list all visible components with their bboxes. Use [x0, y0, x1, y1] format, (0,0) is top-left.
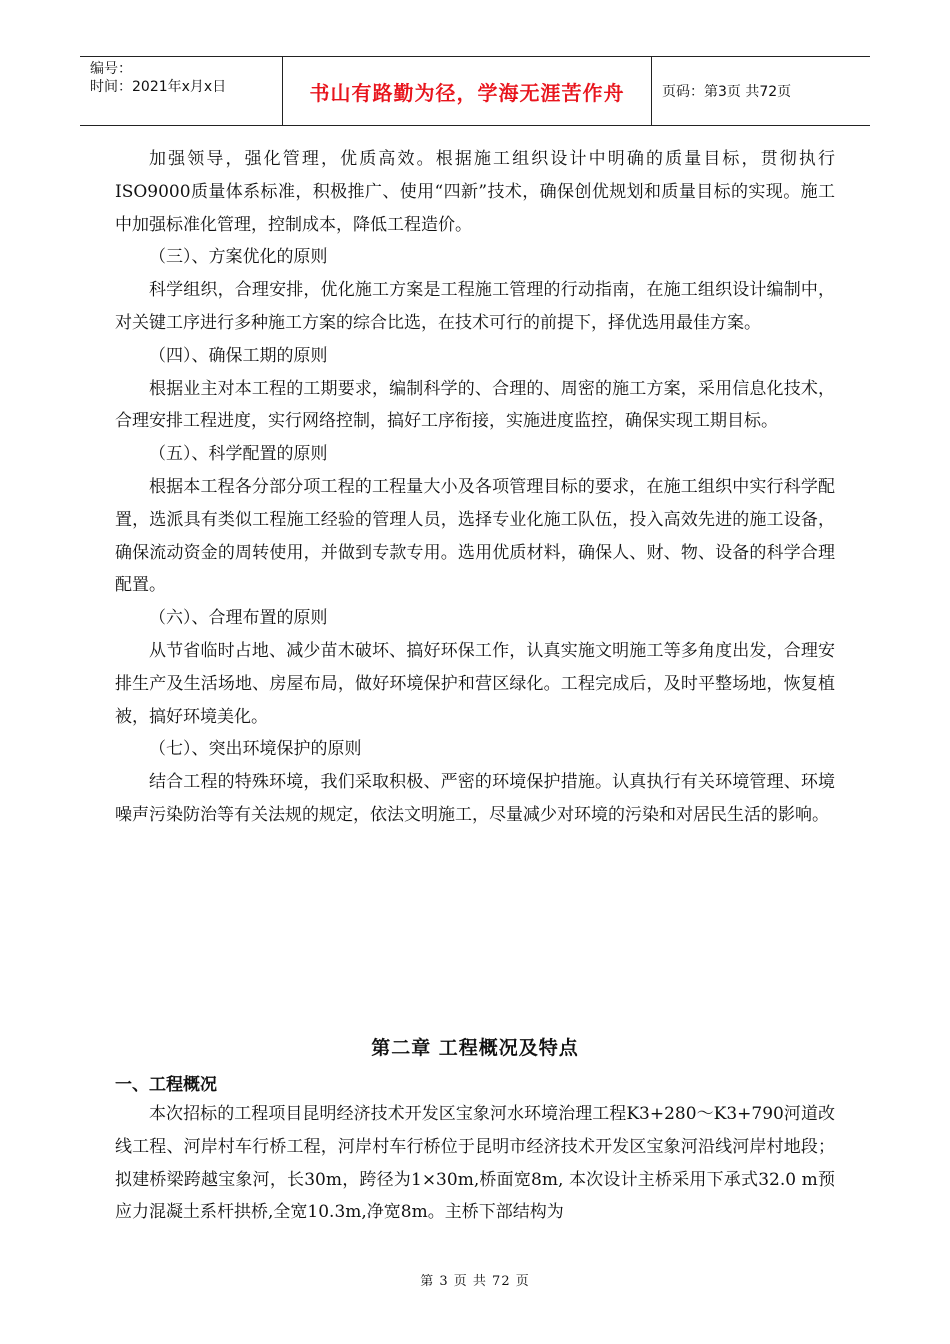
body-text [115, 143, 835, 832]
subsection-heading: （三）、方案优化的原则 [149, 247, 328, 268]
header-motto: 书山有路勤为径，学海无涯苦作舟 [282, 57, 652, 125]
subsection-heading: （四）、确保工期的原则 [149, 345, 328, 366]
body-paragraph: 从节省临时占地、减少苗木破坏、搞好环保工作，认真实施文明施工等多角度出发，合理安排生产及生活场地、房屋布局，做好环境保护和营区绿化。工程完成后，及时平整场地，恢复植被，搞好环境美化。 [115, 640, 835, 727]
overview-section [115, 1098, 835, 1229]
body-paragraph: 根据本工程各分部分项工程的工程量大小及各项管理目标的要求，在施工组织中实行科学配置，选派具有类似工程施工经验的管理人员，选择专业化施工队伍，投入高效先进的施工设备，确保流动资金的周转使用，并做到专款专用。选用优质材料，确保人、财、物、设备的科学合理配置。 [115, 476, 835, 596]
body-paragraph: 科学组织，合理安排，优化施工方案是工程施工管理的行动指南，在施工组织设计编制中，对关键工序进行多种施工方案的综合比选，在技术可行的前提下，择优选用最佳方案。 [115, 280, 835, 333]
subsection-heading: （七）、突出环境保护的原则 [149, 739, 362, 760]
overview-paragraph: 本次招标的工程项目昆明经济技术开发区宝象河水环境治理工程K3+280～K3+790河道改线工程、河岸村车行桥工程，河岸村车行桥位于昆明市经济技术开发区宝象河沿线河岸村地段；拟建桥梁跨越宝象河，长30m，跨径为1×30m,桥面宽8m, 本次设计主桥采用下承式32.0 m预应力混凝土系杆拱桥,全宽10.3m,净宽8m。主桥下部结构为 [115, 1104, 835, 1223]
document-number-label: 编号： [90, 61, 132, 77]
subsection-heading: （六）、合理布置的原则 [149, 608, 328, 629]
page-header [80, 56, 870, 126]
body-paragraph: 结合工程的特殊环境，我们采取积极、严密的环境保护措施。认真执行有关环境管理、环境噪声污染防治等有关法规的规定，依法文明施工，尽量减少对环境的污染和对居民生活的影响。 [115, 772, 835, 825]
header-page-info: 页码：第3页 共72页 [662, 84, 792, 100]
body-paragraph: 根据业主对本工程的工期要求，编制科学的、合理的、周密的施工方案，采用信息化技术，合理安排工程进度，实行网络控制，搞好工序衔接，实施进度监控，确保实现工期目标。 [115, 378, 835, 432]
page-footer: 第 3 页 共 72 页 [420, 1274, 530, 1289]
body-paragraph: 加强领导，强化管理，优质高效。根据施工组织设计中明确的质量目标，贯彻执行ISO9000质量体系标准，积极推广、使用“四新”技术，确保创优规划和质量目标的实现。施工中加强标准化管理，控制成本，降低工程造价。 [115, 149, 835, 235]
subsection-heading: （五）、科学配置的原则 [149, 444, 328, 465]
chapter-title: 第二章 工程概况及特点 [371, 1037, 579, 1059]
document-time-label: 时间：2021年x月x日 [90, 79, 227, 95]
section-title: 一、工程概况 [115, 1075, 217, 1095]
header-meta [80, 57, 282, 125]
